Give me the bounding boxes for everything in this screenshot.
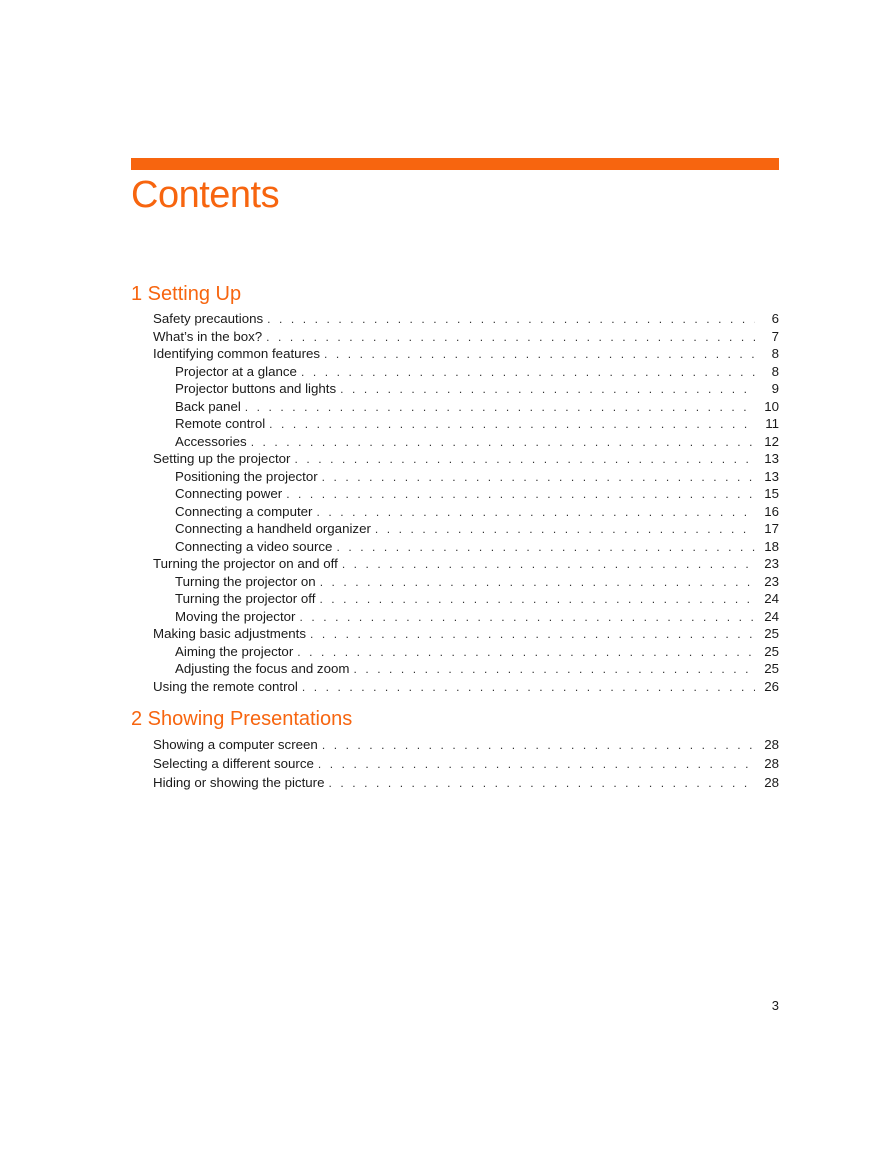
dot-leader bbox=[342, 556, 755, 574]
toc-entry-identifying-common-features[interactable] bbox=[153, 345, 779, 363]
dot-leader bbox=[245, 399, 755, 417]
toc-page: 9 bbox=[771, 381, 779, 396]
toc-entry-text: Projector at a glance bbox=[175, 363, 297, 379]
dot-leader bbox=[301, 364, 755, 382]
toc-page: 24 bbox=[764, 608, 779, 624]
toc-entry-adjusting-the-focus-and-zoom[interactable] bbox=[153, 660, 779, 678]
toc-page: 10 bbox=[764, 398, 779, 414]
toc-entry-text: Safety precautions bbox=[153, 311, 264, 326]
toc-page: 16 bbox=[764, 503, 779, 519]
toc-entry-text: Setting up the projector bbox=[153, 451, 291, 466]
toc-entry-back-panel[interactable] bbox=[153, 398, 779, 416]
toc-entry-text: Projector buttons and lights bbox=[175, 381, 337, 396]
toc-page: 7 bbox=[771, 328, 779, 344]
toc-entry-text: Turning the projector off bbox=[175, 591, 316, 606]
toc-entry-hiding-or-showing-the-picture[interactable] bbox=[153, 773, 779, 792]
dot-leader bbox=[297, 644, 755, 662]
dot-leader bbox=[295, 451, 756, 469]
toc-entry-text: Identifying common features bbox=[153, 346, 321, 361]
toc-entry-text: Connecting a handheld organizer bbox=[175, 521, 371, 536]
toc-entry-using-the-remote-control[interactable] bbox=[153, 678, 779, 696]
toc-page: 25 bbox=[764, 626, 779, 641]
toc-entry-aiming-the-projector[interactable] bbox=[153, 643, 779, 661]
dot-leader bbox=[269, 416, 755, 434]
toc-entry-turning-the-projector-on[interactable] bbox=[153, 573, 779, 591]
toc-entry-whats-in-the-box[interactable] bbox=[153, 328, 779, 346]
toc-page: 11 bbox=[765, 416, 779, 431]
dot-leader bbox=[353, 661, 755, 679]
toc-entry-connecting-a-handheld-organizer[interactable] bbox=[153, 520, 779, 538]
toc-page: 23 bbox=[764, 556, 779, 571]
toc-entry-text: Turning the projector on bbox=[175, 573, 316, 589]
toc-entry-turning-the-projector-on-and-off[interactable] bbox=[153, 555, 779, 573]
toc-page: 6 bbox=[771, 311, 779, 326]
toc-page: 15 bbox=[764, 486, 779, 501]
dot-leader bbox=[310, 626, 755, 644]
toc-page: 18 bbox=[764, 538, 779, 554]
chapter-2-entries bbox=[153, 735, 779, 792]
dot-leader bbox=[322, 736, 755, 755]
toc-entry-connecting-a-video-source[interactable] bbox=[153, 538, 779, 556]
toc-entry-turning-the-projector-off[interactable] bbox=[153, 590, 779, 608]
dot-leader bbox=[324, 346, 755, 364]
toc-entry-text: Connecting power bbox=[175, 486, 283, 501]
dot-leader bbox=[319, 591, 755, 609]
toc-entry-moving-the-projector[interactable] bbox=[153, 608, 779, 626]
page-number: 3 bbox=[771, 998, 779, 1013]
dot-leader bbox=[340, 381, 755, 399]
toc-entry-text: Selecting a different source bbox=[153, 756, 314, 771]
toc-entry-text: Making basic adjustments bbox=[153, 626, 306, 641]
toc-entry-projector-at-a-glance[interactable] bbox=[153, 363, 779, 381]
dot-leader bbox=[375, 521, 755, 539]
toc-page: 26 bbox=[764, 678, 779, 694]
toc-page: 23 bbox=[764, 573, 779, 589]
toc-entry-text: Positioning the projector bbox=[175, 468, 318, 484]
toc-page: 13 bbox=[764, 451, 779, 466]
toc-entry-text: Connecting a video source bbox=[175, 538, 333, 554]
toc-entry-remote-control[interactable] bbox=[153, 415, 779, 433]
toc-entry-text: Turning the projector on and off bbox=[153, 556, 338, 571]
toc-entry-showing-a-computer-screen[interactable] bbox=[153, 735, 779, 754]
toc-entry-making-basic-adjustments[interactable] bbox=[153, 625, 779, 643]
dot-leader bbox=[328, 774, 755, 793]
toc-page: 25 bbox=[764, 643, 779, 659]
toc-page: 24 bbox=[764, 591, 779, 606]
toc-entry-projector-buttons-and-lights[interactable] bbox=[153, 380, 779, 398]
toc-entry-text: Using the remote control bbox=[153, 678, 298, 694]
toc-entry-text: Connecting a computer bbox=[175, 503, 313, 519]
chapter-1-heading: 1 Setting Up bbox=[131, 283, 242, 305]
dot-leader bbox=[299, 609, 755, 627]
toc-page: 17 bbox=[764, 521, 779, 536]
dot-leader bbox=[302, 679, 755, 697]
toc-entry-text: What’s in the box? bbox=[153, 328, 263, 344]
chapter-1-entries bbox=[153, 310, 779, 695]
toc-entry-text: Moving the projector bbox=[175, 608, 296, 624]
dot-leader bbox=[316, 504, 755, 522]
toc-page: 13 bbox=[764, 468, 779, 484]
toc-entry-accessories[interactable] bbox=[153, 433, 779, 451]
dot-leader bbox=[267, 311, 755, 329]
toc-page: 12 bbox=[764, 433, 779, 449]
toc-entry-text: Accessories bbox=[175, 433, 247, 449]
dot-leader bbox=[286, 486, 755, 504]
toc-entry-text: Showing a computer screen bbox=[153, 737, 318, 752]
toc-entry-safety-precautions[interactable] bbox=[153, 310, 779, 328]
toc-entry-text: Back panel bbox=[175, 398, 241, 414]
toc-page: 28 bbox=[764, 775, 779, 790]
toc-entry-positioning-the-projector[interactable] bbox=[153, 468, 779, 486]
dot-leader bbox=[266, 329, 755, 347]
header-rule bbox=[131, 158, 779, 170]
toc-page: 28 bbox=[764, 737, 779, 752]
toc-entry-text: Adjusting the focus and zoom bbox=[175, 661, 350, 676]
toc-page: 8 bbox=[771, 363, 779, 379]
toc-entry-connecting-a-computer[interactable] bbox=[153, 503, 779, 521]
toc-entry-connecting-power[interactable] bbox=[153, 485, 779, 503]
dot-leader bbox=[320, 574, 755, 592]
toc-page: 28 bbox=[764, 756, 779, 771]
toc-page: 8 bbox=[771, 346, 779, 361]
toc-entry-setting-up-the-projector[interactable] bbox=[153, 450, 779, 468]
dot-leader bbox=[318, 755, 755, 774]
dot-leader bbox=[322, 469, 755, 487]
chapter-2-heading: 2 Showing Presentations bbox=[131, 708, 353, 730]
toc-entry-text: Aiming the projector bbox=[175, 643, 294, 659]
page-title: Contents bbox=[131, 174, 280, 216]
dot-leader bbox=[251, 434, 755, 452]
toc-entry-text: Remote control bbox=[175, 416, 266, 431]
toc-entry-selecting-a-different-source[interactable] bbox=[153, 754, 779, 773]
toc-page: 25 bbox=[764, 661, 779, 676]
dot-leader bbox=[336, 539, 755, 557]
toc-entry-text: Hiding or showing the picture bbox=[153, 775, 325, 790]
